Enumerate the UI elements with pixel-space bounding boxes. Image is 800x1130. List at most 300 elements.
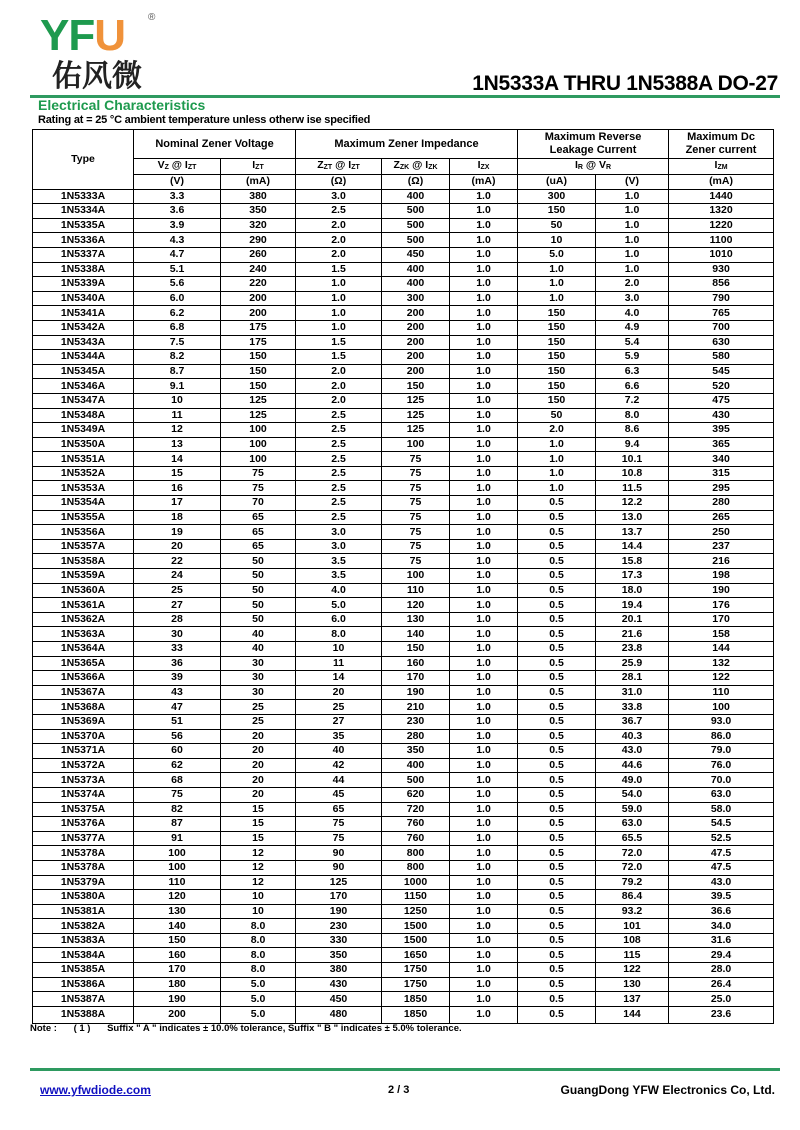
cell-izt: 220: [221, 277, 296, 292]
cell-zzk: 1650: [382, 948, 450, 963]
cell-vz: 18: [134, 510, 221, 525]
cell-vz: 15: [134, 466, 221, 481]
cell-zzk: 800: [382, 860, 450, 875]
cell-ir: 50: [518, 408, 596, 423]
cell-zzk: 760: [382, 831, 450, 846]
cell-izt: 150: [221, 350, 296, 365]
cell-zzk: 1850: [382, 1006, 450, 1023]
table-row: [33, 1006, 774, 1023]
cell-izm: 295: [669, 481, 774, 496]
cell-type: 1N5375A: [33, 802, 134, 817]
cell-ir: 0.5: [518, 831, 596, 846]
cell-izm: 930: [669, 262, 774, 277]
table-row: [33, 364, 774, 379]
cell-izx: 1.0: [450, 904, 518, 919]
cell-type: 1N5367A: [33, 685, 134, 700]
table-row: [33, 992, 774, 1007]
cell-zzk: 75: [382, 496, 450, 511]
cell-izx: 1.0: [450, 437, 518, 452]
cell-zzk: 75: [382, 452, 450, 467]
cell-izx: 1.0: [450, 977, 518, 992]
cell-izm: 790: [669, 291, 774, 306]
cell-izx: 1.0: [450, 466, 518, 481]
cell-izx: 1.0: [450, 627, 518, 642]
cell-izx: 1.0: [450, 350, 518, 365]
table-row: [33, 919, 774, 934]
cell-izm: 190: [669, 583, 774, 598]
cell-vz: 43: [134, 685, 221, 700]
cell-izt: 25: [221, 700, 296, 715]
cell-izx: 1.0: [450, 320, 518, 335]
cell-izx: 1.0: [450, 642, 518, 657]
cell-vr: 20.1: [596, 612, 669, 627]
leakage-line-2: Leakage Current: [549, 144, 637, 156]
cell-zzk: 120: [382, 598, 450, 613]
cell-izx: 1.0: [450, 481, 518, 496]
cell-zzt: 65: [296, 802, 382, 817]
cell-vr: 17.3: [596, 569, 669, 584]
cell-izx: 1.0: [450, 700, 518, 715]
cell-vr: 5.9: [596, 350, 669, 365]
cell-zzt: 430: [296, 977, 382, 992]
cell-vr: 122: [596, 963, 669, 978]
cell-zzk: 210: [382, 700, 450, 715]
cell-izx: 1.0: [450, 860, 518, 875]
cell-vr: 13.0: [596, 510, 669, 525]
cell-zzk: 1000: [382, 875, 450, 890]
cell-izm: 700: [669, 320, 774, 335]
cell-izm: 52.5: [669, 831, 774, 846]
table-row: [33, 583, 774, 598]
cell-izm: 43.0: [669, 875, 774, 890]
cell-ir: 150: [518, 320, 596, 335]
cell-vr: 144: [596, 1006, 669, 1023]
unit-cell: (V): [134, 175, 221, 190]
cell-vr: 40.3: [596, 729, 669, 744]
cell-type: 1N5370A: [33, 729, 134, 744]
cell-vz: 13: [134, 437, 221, 452]
cell-zzt: 42: [296, 758, 382, 773]
cell-zzt: 380: [296, 963, 382, 978]
cell-izt: 30: [221, 671, 296, 686]
cell-izx: 1.0: [450, 919, 518, 934]
cell-zzt: 1.5: [296, 262, 382, 277]
cell-ir: 0.5: [518, 1006, 596, 1023]
cell-vz: 87: [134, 817, 221, 832]
cell-ir: 150: [518, 204, 596, 219]
cell-ir: 1.0: [518, 466, 596, 481]
cell-izt: 20: [221, 744, 296, 759]
cell-zzt: 2.0: [296, 218, 382, 233]
cell-izx: 1.0: [450, 306, 518, 321]
cell-izt: 12: [221, 875, 296, 890]
cell-izt: 125: [221, 408, 296, 423]
table-row: [33, 247, 774, 262]
cell-zzt: 8.0: [296, 627, 382, 642]
cell-zzk: 130: [382, 612, 450, 627]
table-row: [33, 306, 774, 321]
cell-izx: 1.0: [450, 773, 518, 788]
table-row: [33, 320, 774, 335]
table-row: [33, 423, 774, 438]
company-name: GuangDong YFW Electronics Co, Ltd.: [560, 1083, 775, 1097]
cell-zzk: 75: [382, 539, 450, 554]
cell-izt: 200: [221, 291, 296, 306]
cell-zzt: 2.0: [296, 393, 382, 408]
cell-zzk: 200: [382, 320, 450, 335]
cell-vz: 39: [134, 671, 221, 686]
cell-izm: 29.4: [669, 948, 774, 963]
cell-izm: 1320: [669, 204, 774, 219]
cell-vr: 28.1: [596, 671, 669, 686]
cell-ir: 1.0: [518, 262, 596, 277]
cell-ir: 10: [518, 233, 596, 248]
cell-ir: 0.5: [518, 744, 596, 759]
cell-type: 1N5339A: [33, 277, 134, 292]
cell-vr: 72.0: [596, 860, 669, 875]
cell-izt: 20: [221, 773, 296, 788]
ir-symbol: IR @ VR: [518, 159, 669, 175]
cell-ir: 1.0: [518, 437, 596, 452]
cell-ir: 50: [518, 218, 596, 233]
cell-izx: 1.0: [450, 758, 518, 773]
max-zener-impedance-header: Maximum Zener Impedance: [296, 130, 518, 159]
cell-zzk: 500: [382, 233, 450, 248]
table-row: [33, 933, 774, 948]
cell-ir: 0.5: [518, 860, 596, 875]
cell-izm: 216: [669, 554, 774, 569]
cell-izm: 144: [669, 642, 774, 657]
cell-izx: 1.0: [450, 963, 518, 978]
cell-type: 1N5351A: [33, 452, 134, 467]
cell-zzt: 2.5: [296, 510, 382, 525]
table-row: [33, 481, 774, 496]
cell-izt: 100: [221, 452, 296, 467]
cell-izx: 1.0: [450, 933, 518, 948]
cell-type: 1N5380A: [33, 890, 134, 905]
cell-vr: 1.0: [596, 247, 669, 262]
vz-symbol: VZ @ IZT: [134, 159, 221, 175]
cell-vz: 60: [134, 744, 221, 759]
cell-zzt: 2.5: [296, 204, 382, 219]
cell-vz: 200: [134, 1006, 221, 1023]
logo-letter-u: U: [94, 11, 126, 60]
cell-vr: 36.7: [596, 714, 669, 729]
cell-ir: 0.5: [518, 627, 596, 642]
table-row: [33, 671, 774, 686]
cell-vr: 8.0: [596, 408, 669, 423]
cell-vz: 22: [134, 554, 221, 569]
cell-izm: 23.6: [669, 1006, 774, 1023]
cell-zzt: 170: [296, 890, 382, 905]
cell-type: 1N5379A: [33, 875, 134, 890]
cell-vz: 24: [134, 569, 221, 584]
table-row: [33, 846, 774, 861]
unit-cell: (mA): [669, 175, 774, 190]
cell-vr: 31.0: [596, 685, 669, 700]
cell-ir: 0.5: [518, 539, 596, 554]
cell-vz: 6.0: [134, 291, 221, 306]
cell-izt: 40: [221, 627, 296, 642]
cell-vz: 91: [134, 831, 221, 846]
cell-izx: 1.0: [450, 393, 518, 408]
cell-izt: 20: [221, 758, 296, 773]
table-row: [33, 758, 774, 773]
cell-zzk: 720: [382, 802, 450, 817]
cell-izm: 110: [669, 685, 774, 700]
cell-izx: 1.0: [450, 423, 518, 438]
cell-izx: 1.0: [450, 335, 518, 350]
cell-vr: 5.4: [596, 335, 669, 350]
cell-vz: 100: [134, 846, 221, 861]
note-label: Note :: [30, 1023, 57, 1034]
nominal-zener-voltage-header: Nominal Zener Voltage: [134, 130, 296, 159]
cell-zzk: 500: [382, 204, 450, 219]
cell-izx: 1.0: [450, 218, 518, 233]
cell-zzk: 125: [382, 423, 450, 438]
cell-vz: 27: [134, 598, 221, 613]
cell-vz: 4.3: [134, 233, 221, 248]
table-row: [33, 787, 774, 802]
cell-zzt: 480: [296, 1006, 382, 1023]
leakage-line-1: Maximum Reverse: [544, 131, 642, 143]
cell-zzt: 1.0: [296, 277, 382, 292]
cell-zzk: 75: [382, 510, 450, 525]
cell-izm: 158: [669, 627, 774, 642]
cell-izm: 86.0: [669, 729, 774, 744]
cell-ir: 0.5: [518, 890, 596, 905]
table-row: [33, 685, 774, 700]
cell-type: 1N5340A: [33, 291, 134, 306]
cell-vr: 1.0: [596, 233, 669, 248]
cell-type: 1N5335A: [33, 218, 134, 233]
cell-izm: 36.6: [669, 904, 774, 919]
website-link[interactable]: www.yfwdiode.com: [40, 1083, 151, 1097]
cell-izm: 76.0: [669, 758, 774, 773]
cell-izm: 58.0: [669, 802, 774, 817]
table-row: [33, 393, 774, 408]
cell-zzt: 75: [296, 817, 382, 832]
cell-izx: 1.0: [450, 452, 518, 467]
cell-type: 1N5341A: [33, 306, 134, 321]
cell-izx: 1.0: [450, 612, 518, 627]
cell-vr: 19.4: [596, 598, 669, 613]
cell-vz: 6.2: [134, 306, 221, 321]
cell-vz: 8.2: [134, 350, 221, 365]
table-row: [33, 233, 774, 248]
cell-ir: 0.5: [518, 685, 596, 700]
footer-divider: [30, 1068, 780, 1071]
cell-izt: 50: [221, 554, 296, 569]
electrical-characteristics-table: [32, 129, 774, 1024]
cell-zzk: 75: [382, 554, 450, 569]
cell-ir: 0.5: [518, 569, 596, 584]
cell-izm: 47.5: [669, 860, 774, 875]
cell-type: 1N5362A: [33, 612, 134, 627]
cell-izx: 1.0: [450, 583, 518, 598]
cell-zzk: 620: [382, 787, 450, 802]
table-row: [33, 656, 774, 671]
cell-type: 1N5382A: [33, 919, 134, 934]
table-row: [33, 466, 774, 481]
cell-type: 1N5338A: [33, 262, 134, 277]
cell-vz: 6.8: [134, 320, 221, 335]
cell-zzk: 230: [382, 714, 450, 729]
tolerance-note: [30, 1023, 476, 1034]
cell-vr: 59.0: [596, 802, 669, 817]
table-row: [33, 437, 774, 452]
cell-ir: 0.5: [518, 787, 596, 802]
cell-vz: 140: [134, 919, 221, 934]
table-row: [33, 700, 774, 715]
cell-zzk: 1750: [382, 963, 450, 978]
cell-izt: 70: [221, 496, 296, 511]
cell-vz: 180: [134, 977, 221, 992]
cell-izt: 8.0: [221, 948, 296, 963]
cell-vz: 130: [134, 904, 221, 919]
cell-izx: 1.0: [450, 291, 518, 306]
dc-line-2: Zener current: [685, 144, 757, 156]
cell-izx: 1.0: [450, 685, 518, 700]
cell-izm: 1100: [669, 233, 774, 248]
cell-vz: 75: [134, 787, 221, 802]
cell-zzk: 400: [382, 262, 450, 277]
cell-izt: 150: [221, 364, 296, 379]
cell-vz: 170: [134, 963, 221, 978]
table-row: [33, 904, 774, 919]
cell-izx: 1.0: [450, 525, 518, 540]
cell-zzk: 140: [382, 627, 450, 642]
table-row: [33, 291, 774, 306]
cell-zzt: 35: [296, 729, 382, 744]
cell-izt: 8.0: [221, 919, 296, 934]
cell-izt: 290: [221, 233, 296, 248]
cell-type: 1N5372A: [33, 758, 134, 773]
cell-izt: 40: [221, 642, 296, 657]
unit-cell: (Ω): [382, 175, 450, 190]
cell-vr: 2.0: [596, 277, 669, 292]
cell-zzk: 100: [382, 437, 450, 452]
cell-izm: 250: [669, 525, 774, 540]
table-row: [33, 379, 774, 394]
table-body: [33, 189, 774, 1023]
cell-ir: 0.5: [518, 919, 596, 934]
cell-vr: 8.6: [596, 423, 669, 438]
cell-zzt: 190: [296, 904, 382, 919]
cell-izx: 1.0: [450, 714, 518, 729]
cell-izm: 365: [669, 437, 774, 452]
cell-zzk: 150: [382, 642, 450, 657]
cell-vr: 1.0: [596, 204, 669, 219]
cell-ir: 0.5: [518, 948, 596, 963]
cell-izx: 1.0: [450, 831, 518, 846]
cell-type: 1N5366A: [33, 671, 134, 686]
cell-izt: 8.0: [221, 933, 296, 948]
cell-type: 1N5360A: [33, 583, 134, 598]
cell-izt: 30: [221, 656, 296, 671]
cell-vr: 108: [596, 933, 669, 948]
registered-mark: ®: [148, 12, 156, 23]
cell-type: 1N5333A: [33, 189, 134, 204]
cell-vr: 130: [596, 977, 669, 992]
cell-zzt: 2.5: [296, 466, 382, 481]
cell-vr: 25.9: [596, 656, 669, 671]
cell-vr: 1.0: [596, 262, 669, 277]
cell-izm: 198: [669, 569, 774, 584]
cell-ir: 0.5: [518, 598, 596, 613]
cell-vz: 25: [134, 583, 221, 598]
cell-izt: 350: [221, 204, 296, 219]
cell-ir: 1.0: [518, 481, 596, 496]
cell-ir: 0.5: [518, 729, 596, 744]
cell-zzt: 90: [296, 860, 382, 875]
cell-izm: 765: [669, 306, 774, 321]
cell-izt: 175: [221, 335, 296, 350]
cell-ir: 0.5: [518, 758, 596, 773]
cell-izm: 280: [669, 496, 774, 511]
cell-zzt: 330: [296, 933, 382, 948]
cell-izm: 122: [669, 671, 774, 686]
cell-ir: 150: [518, 379, 596, 394]
cell-zzk: 1150: [382, 890, 450, 905]
zzk-symbol: ZZK @ IZK: [382, 159, 450, 175]
cell-izx: 1.0: [450, 510, 518, 525]
cell-ir: 0.5: [518, 656, 596, 671]
cell-zzt: 1.5: [296, 335, 382, 350]
cell-zzk: 400: [382, 758, 450, 773]
cell-ir: 300: [518, 189, 596, 204]
cell-izt: 125: [221, 393, 296, 408]
cell-izt: 200: [221, 306, 296, 321]
cell-izt: 5.0: [221, 1006, 296, 1023]
cell-izx: 1.0: [450, 554, 518, 569]
cell-ir: 0.5: [518, 933, 596, 948]
table-row: [33, 817, 774, 832]
cell-izm: 39.5: [669, 890, 774, 905]
cell-zzt: 40: [296, 744, 382, 759]
cell-vr: 44.6: [596, 758, 669, 773]
table-row: [33, 875, 774, 890]
table-row: [33, 831, 774, 846]
cell-type: 1N5356A: [33, 525, 134, 540]
cell-izx: 1.0: [450, 671, 518, 686]
cell-zzt: 3.5: [296, 569, 382, 584]
cell-zzt: 1.5: [296, 350, 382, 365]
cell-ir: 1.0: [518, 277, 596, 292]
cell-izx: 1.0: [450, 817, 518, 832]
cell-type: 1N5345A: [33, 364, 134, 379]
type-header: Type: [33, 130, 134, 190]
table-row: [33, 744, 774, 759]
cell-zzt: 3.0: [296, 525, 382, 540]
izm-symbol: IZM: [669, 159, 774, 175]
cell-ir: 150: [518, 364, 596, 379]
cell-vr: 79.2: [596, 875, 669, 890]
cell-izm: 26.4: [669, 977, 774, 992]
cell-zzk: 75: [382, 466, 450, 481]
cell-izt: 5.0: [221, 992, 296, 1007]
cell-izm: 520: [669, 379, 774, 394]
cell-type: 1N5378A: [33, 846, 134, 861]
cell-vr: 10.8: [596, 466, 669, 481]
cell-ir: 0.5: [518, 846, 596, 861]
cell-type: 1N5363A: [33, 627, 134, 642]
cell-zzk: 500: [382, 773, 450, 788]
cell-zzt: 2.5: [296, 496, 382, 511]
cell-zzt: 2.5: [296, 452, 382, 467]
cell-ir: 0.5: [518, 554, 596, 569]
table-row: [33, 496, 774, 511]
